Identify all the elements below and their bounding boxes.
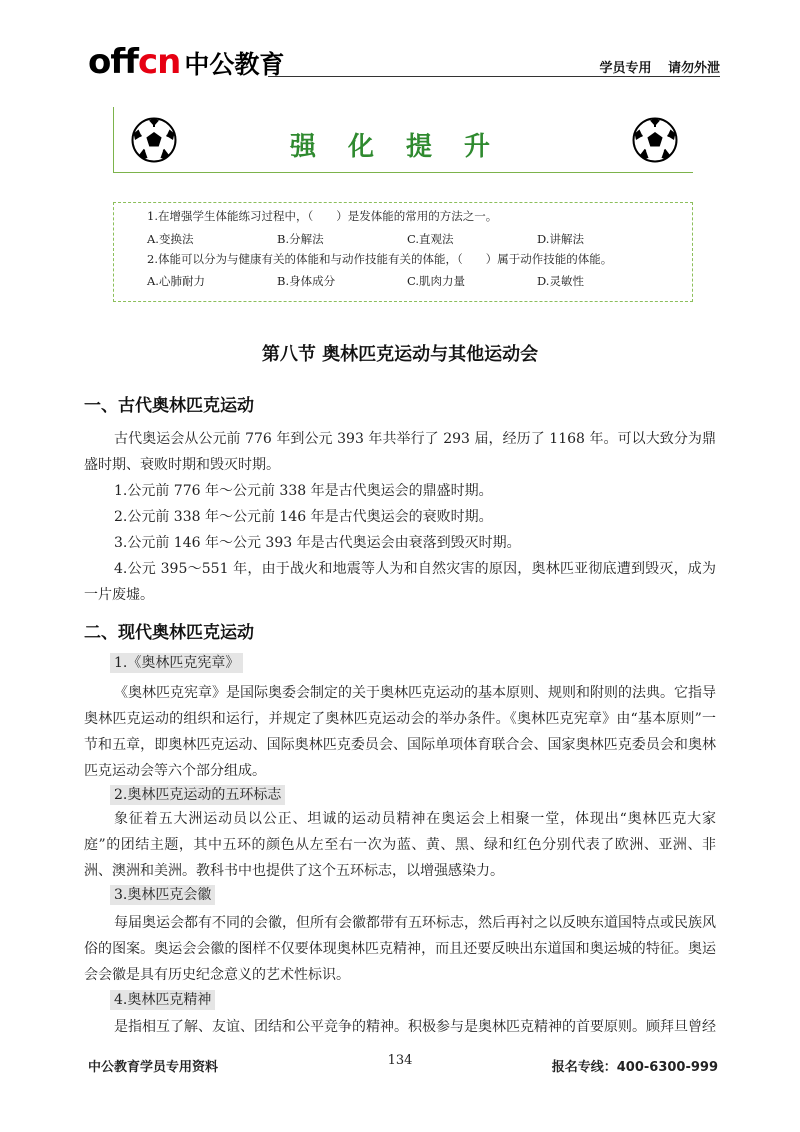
paragraph-charter: 《奥林匹克宪章》是国际奥委会制定的关于奥林匹克运动的基本原则、规则和附则的法典。它指导奥林匹克运动的组织和运行，并规定了奥林匹克运动会的举办条件。《奥林匹克宪章》由“基本原则”一节和五章，即奥林匹克运动、国际奥林匹克委员会、国际单项体育联合会、国家奥林匹克委员会和奥林匹克运动会等六个部分组成。	[84, 685, 716, 779]
brand-logo	[88, 42, 284, 82]
heading-ancient-olympics: 一、古代奥林匹克运动	[84, 396, 254, 416]
quiz-box	[113, 202, 693, 302]
quiz-option: C.肌肉力量	[407, 274, 466, 288]
paragraph-period-2: 2.公元前 338 年～公元前 146 年是古代奥运会的衰败时期。	[114, 509, 493, 525]
quiz-option: B.身体成分	[277, 274, 336, 288]
quiz-option: A.变换法	[147, 232, 194, 246]
banner-bottom-border	[113, 172, 693, 173]
footer-left: 中公教育学员专用资料	[88, 1060, 219, 1075]
quiz-option: D.讲解法	[537, 232, 584, 246]
quiz-option: B.分解法	[277, 232, 324, 246]
section-title: 第八节 奥林匹克运动与其他运动会	[261, 344, 539, 365]
subheading-charter: 1.《奥林匹克宪章》	[110, 653, 243, 673]
quiz-question-1: 1.在增强学生体能练习过程中，（ ）是发体能的常用的方法之一。	[147, 209, 498, 223]
quiz-option: C.直观法	[407, 232, 454, 246]
subheading-emblem: 3.奥林匹克会徽	[110, 885, 215, 905]
paragraph-period-1: 1.公元前 776 年～公元前 338 年是古代奥运会的鼎盛时期。	[114, 483, 493, 499]
soccer-ball-icon	[632, 117, 678, 163]
page-number: 134	[387, 1053, 413, 1068]
header-rule	[268, 76, 720, 77]
subheading-rings: 2.奥林匹克运动的五环标志	[110, 785, 285, 805]
paragraph-emblem: 每届奥运会都有不同的会徽，但所有会徽都带有五环标志，然后再衬之以反映东道国特点或民族风俗的图案。奥运会会徽的图样不仅要体现奥林匹克精神，而且还要反映出东道国和奥运城的特征。奥运会会徽是具有历史纪念意义的艺术性标识。	[84, 915, 716, 983]
quiz-options-2	[147, 273, 667, 289]
header-notice: 学员专用 请勿外泄	[599, 61, 720, 76]
quiz-question-2: 2.体能可以分为与健康有关的体能和与动作技能有关的体能，（ ）属于动作技能的体能。	[147, 252, 613, 266]
logo-chinese: 中公教育	[184, 50, 285, 79]
quiz-option: A.心肺耐力	[147, 274, 205, 288]
banner-left-border	[113, 107, 114, 172]
logo-latin: offcn	[88, 42, 181, 82]
heading-modern-olympics: 二、现代奥林匹克运动	[84, 623, 254, 643]
footer-hotline: 报名专线：400-6300-999	[551, 1060, 718, 1075]
quiz-options-1	[147, 231, 667, 247]
banner-title: 强化提升	[290, 132, 523, 162]
paragraph-intro: 古代奥运会从公元前 776 年到公元 393 年共举行了 293 届，经历了 1168 年。可以大致分为鼎盛时期、衰败时期和毁灭时期。	[84, 431, 716, 473]
paragraph-rings: 象征着五大洲运动员以公正、坦诚的运动员精神在奥运会上相聚一堂，体现出“奥林匹克大家庭”的团结主题，其中五环的颜色从左至右一次为蓝、黄、黑、绿和红色分别代表了欧洲、亚洲、非洲、澳洲和美洲。教科书中也提供了这个五环标志，以增强感染力。	[84, 811, 716, 879]
soccer-ball-icon	[131, 117, 177, 163]
paragraph-period-3: 3.公元前 146 年～公元 393 年是古代奥运会由衰落到毁灭时期。	[114, 535, 521, 551]
subheading-spirit: 4.奥林匹克精神	[110, 990, 215, 1010]
paragraph-spirit: 是指相互了解、友谊、团结和公平竞争的精神。积极参与是奥林匹克精神的首要原则。顾拜旦曾经	[114, 1019, 716, 1035]
quiz-option: D.灵敏性	[537, 274, 584, 288]
paragraph-period-4: 4.公元 395～551 年，由于战火和地震等人为和自然灾害的原因，奥林匹亚彻底遭到毁灭，成为一片废墟。	[84, 561, 716, 603]
